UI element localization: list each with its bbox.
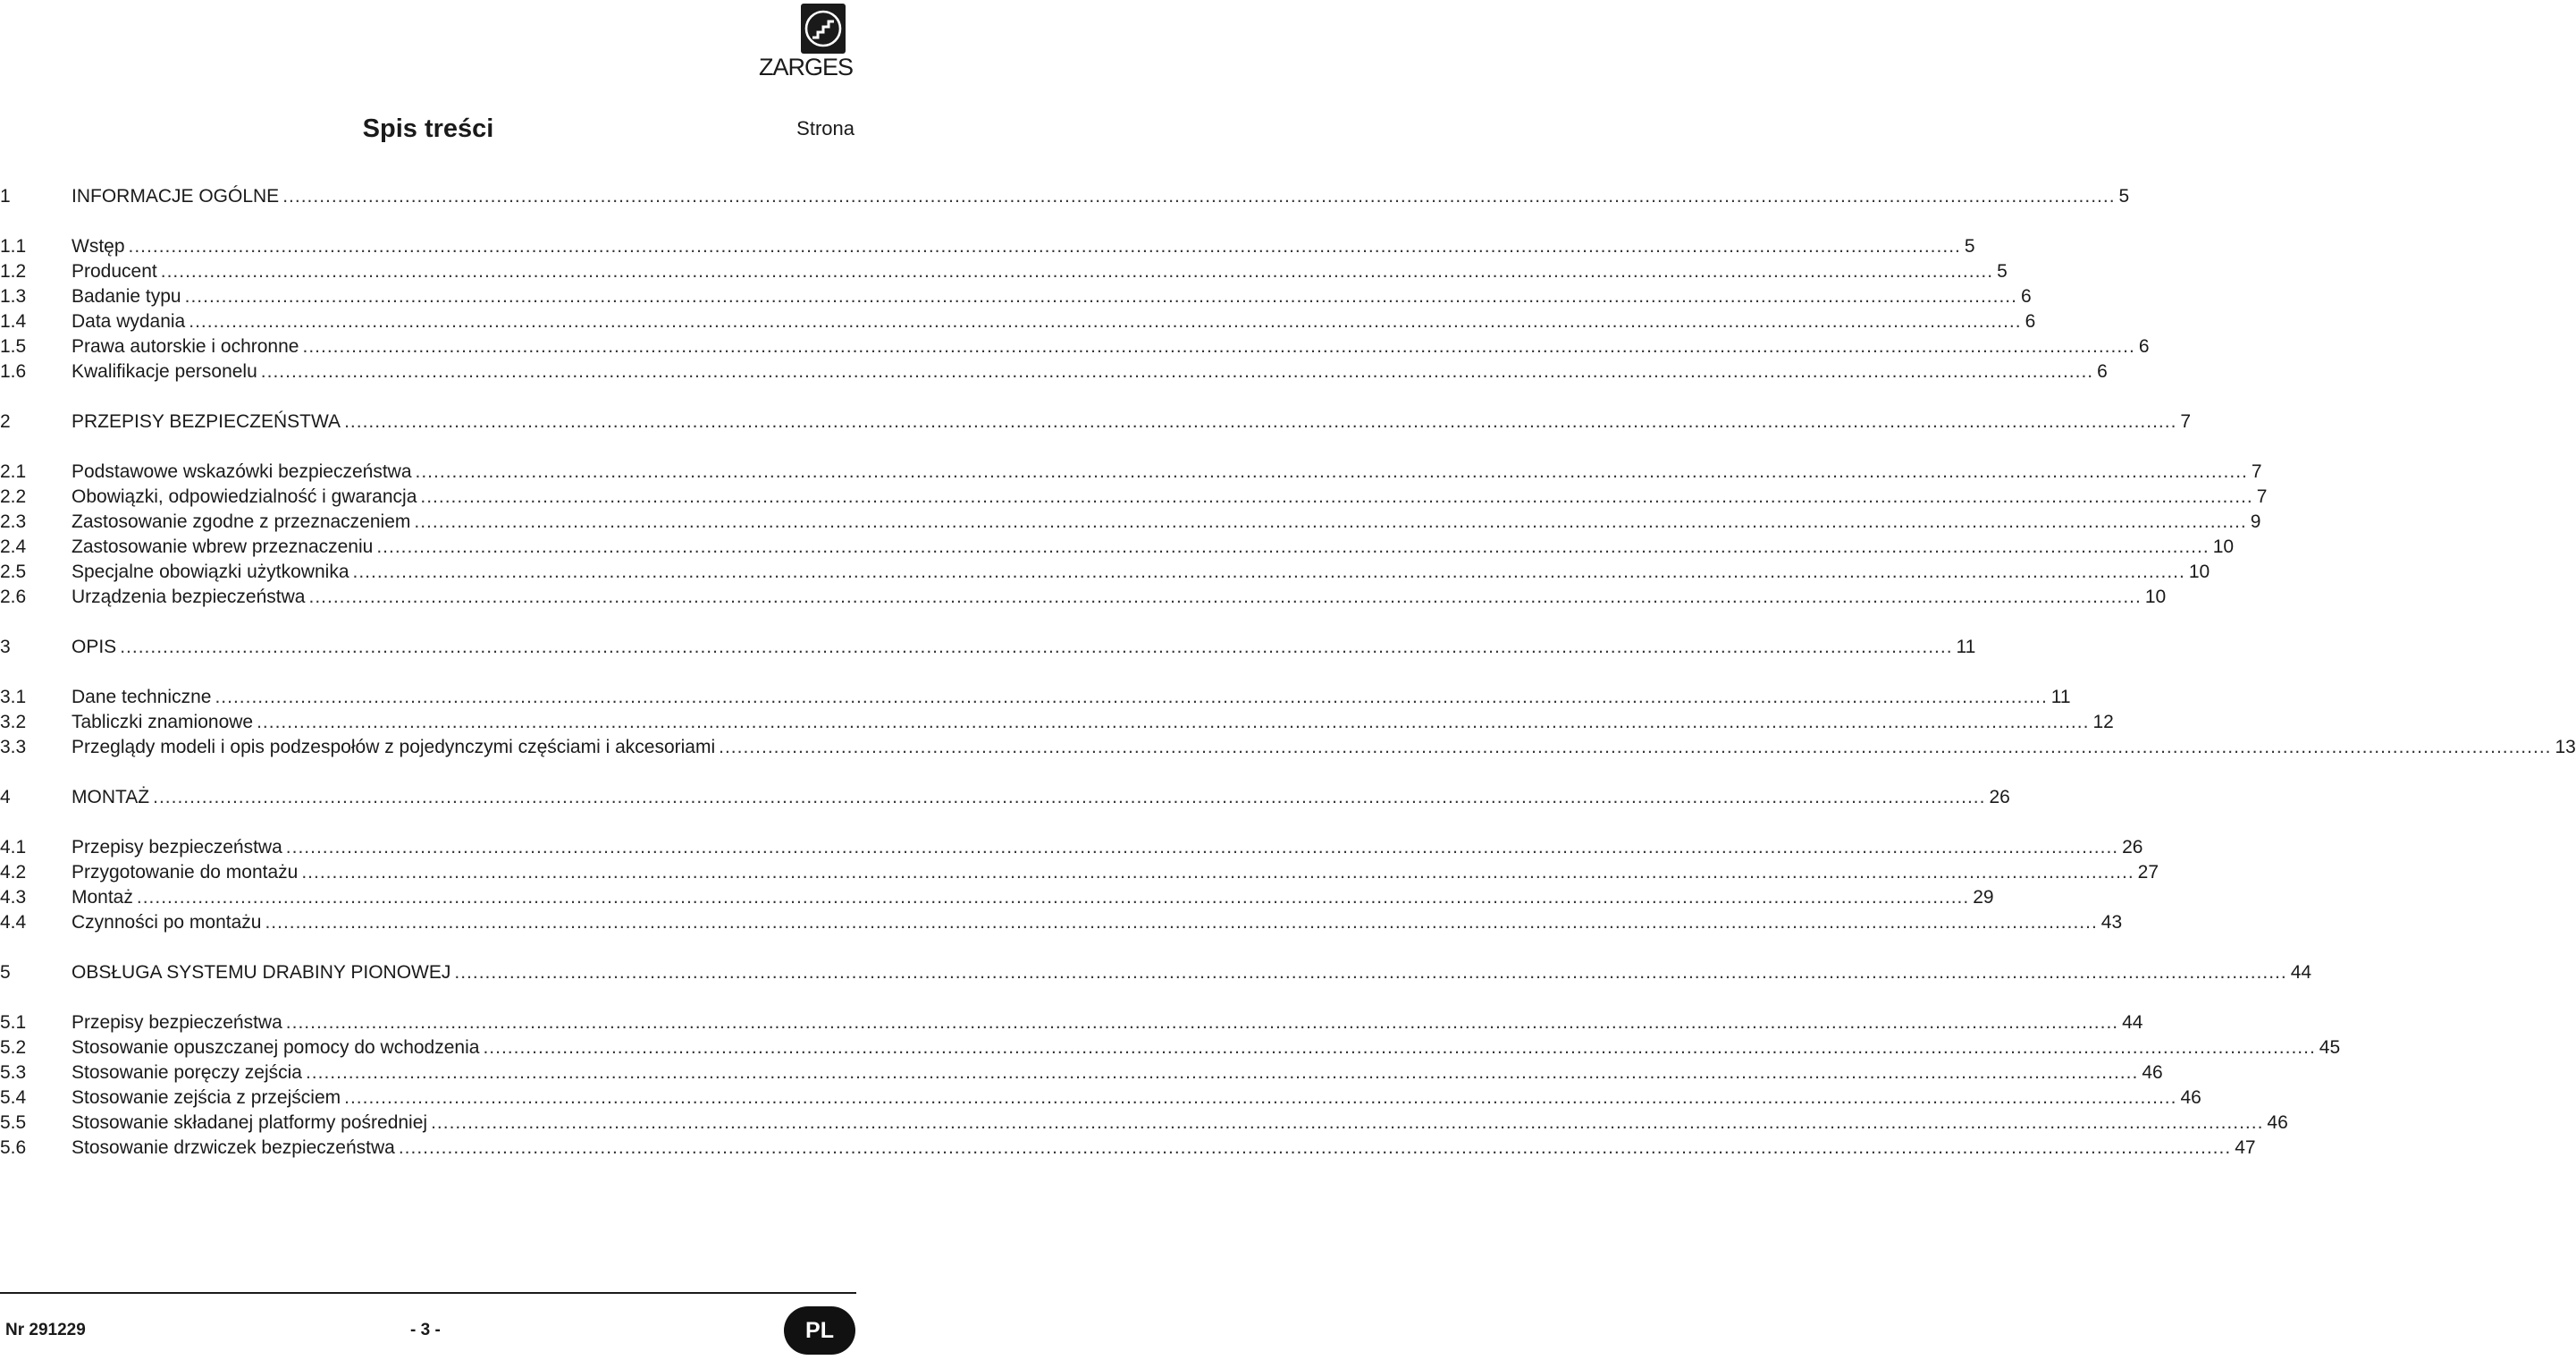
toc-entry-number: 2.2	[0, 486, 27, 507]
toc-entry[interactable]	[0, 309, 2036, 334]
toc-dot-leader: ............................................................................................................................................................................................................................................................................................................	[257, 712, 2090, 732]
toc-entry[interactable]	[0, 710, 2114, 735]
toc-entry-title: Obowiązki, odpowiedzialność i gwarancja	[72, 486, 417, 507]
toc-entry-page: 10	[2212, 536, 2235, 557]
toc-entry-title: Stosowanie opuszczanej pomocy do wchodzenia	[72, 1037, 480, 1058]
toc-entry-title: Podstawowe wskazówki bezpieczeństwa	[72, 461, 412, 482]
toc-entry-number: 2.4	[0, 536, 27, 557]
toc-dot-leader: ............................................................................................................................................................................................................................................................................................................	[719, 737, 2552, 757]
toc-entry[interactable]	[0, 960, 2312, 985]
toc-dot-leader: ............................................................................................................................................................................................................................................................................................................	[344, 411, 2177, 432]
toc-entry[interactable]	[0, 1085, 2201, 1111]
toc-entry[interactable]	[0, 359, 2108, 384]
toc-entry-page: 7	[2251, 461, 2262, 482]
toc-entry[interactable]	[0, 910, 2123, 935]
toc-entry-number: 4.3	[0, 887, 27, 908]
toc-entry-page: 10	[2188, 562, 2210, 582]
toc-entry-page: 44	[2122, 1012, 2143, 1033]
toc-entry-number: 1.1	[0, 236, 27, 257]
toc-dot-leader: ............................................................................................................................................................................................................................................................................................................	[308, 587, 2142, 607]
toc-entry-page: 9	[2250, 511, 2261, 532]
toc-entry-page: 29	[1973, 887, 1994, 908]
toc-entry-title: Stosowanie poręczy zejścia	[72, 1062, 302, 1083]
toc-entry-page: 7	[2256, 486, 2268, 507]
toc-dot-leader: ............................................................................................................................................................................................................................................................................................................	[414, 511, 2247, 532]
toc-dot-leader: ............................................................................................................................................................................................................................................................................................................	[184, 286, 2017, 307]
toc-dot-leader: ............................................................................................................................................................................................................................................................................................................	[344, 1087, 2177, 1108]
page-title: Spis treści	[362, 114, 494, 143]
toc-entry-number: 3	[0, 637, 11, 657]
toc-entry-page: 11	[1956, 637, 1976, 657]
toc-entry-title: Montaż	[72, 887, 133, 908]
toc-dot-leader: ............................................................................................................................................................................................................................................................................................................	[153, 787, 1986, 807]
toc-entry-page: 12	[2092, 712, 2114, 732]
toc-entry-title: Prawa autorskie i ochronne	[72, 336, 299, 357]
toc-dot-leader: ............................................................................................................................................................................................................................................................................................................	[431, 1112, 2264, 1133]
toc-entry-number: 5.4	[0, 1087, 27, 1108]
toc-entry[interactable]	[0, 184, 2130, 209]
toc-entry-number: 1.4	[0, 311, 27, 332]
toc-entry-page: 43	[2100, 912, 2123, 933]
toc-entry-title: Stosowanie zejścia z przejściem	[72, 1087, 341, 1108]
document-number: Nr 291229	[5, 1321, 86, 1339]
toc-dot-leader: ............................................................................................................................................................................................................................................................................................................	[215, 687, 2048, 707]
language-badge: PL	[784, 1306, 855, 1355]
toc-dot-leader: ............................................................................................................................................................................................................................................................................................................	[302, 336, 2135, 357]
footer-divider	[0, 1292, 856, 1294]
toc-entry-page: 7	[2180, 411, 2192, 432]
toc-entry-page: 6	[2097, 361, 2108, 382]
toc-entry-page: 6	[2138, 336, 2150, 357]
toc-entry-title: OPIS	[72, 637, 117, 657]
toc-entry-number: 1.6	[0, 361, 27, 382]
toc-entry[interactable]	[0, 885, 1994, 910]
toc-entry[interactable]	[0, 535, 2235, 560]
toc-entry-number: 5	[0, 962, 11, 983]
toc-entry-number: 4	[0, 787, 11, 807]
toc-dot-leader: ............................................................................................................................................................................................................................................................................................................	[398, 1137, 2232, 1158]
toc-entry-page: 5	[1997, 261, 2008, 282]
toc-entry-number: 5.6	[0, 1137, 27, 1158]
toc-entry-title: Przepisy bezpieczeństwa	[72, 1012, 282, 1033]
toc-entry-number: 2.5	[0, 562, 27, 582]
toc-entry[interactable]	[0, 1136, 2256, 1161]
toc-entry-title: Stosowanie drzwiczek bezpieczeństwa	[72, 1137, 395, 1158]
toc-entry-page: 13	[2555, 737, 2576, 757]
toc-entry[interactable]	[0, 1111, 2288, 1136]
toc-entry[interactable]	[0, 334, 2150, 359]
toc-entry[interactable]	[0, 1035, 2341, 1060]
toc-entry[interactable]	[0, 835, 2143, 860]
toc-entry-page: 46	[2267, 1112, 2288, 1133]
toc-entry-page: 46	[2180, 1087, 2201, 1108]
toc-entry-number: 2.1	[0, 461, 27, 482]
toc-entry-number: 1.5	[0, 336, 27, 357]
toc-entry-number: 3.3	[0, 737, 27, 757]
toc-entry-title: Zastosowanie wbrew przeznaczeniu	[72, 536, 374, 557]
toc-entry-number: 5.5	[0, 1112, 27, 1133]
toc-entry-number: 1	[0, 186, 11, 207]
toc-entry[interactable]	[0, 410, 2192, 435]
toc-entry-page: 46	[2142, 1062, 2163, 1083]
toc-entry-title: Data wydania	[72, 311, 186, 332]
toc-entry-title: Dane techniczne	[72, 687, 212, 707]
toc-entry[interactable]	[0, 860, 2159, 885]
toc-entry[interactable]	[0, 1060, 2163, 1085]
toc-entry-page: 5	[1964, 236, 1975, 257]
toc-entry-page: 45	[2319, 1037, 2341, 1058]
toc-entry[interactable]	[0, 785, 2010, 810]
toc-entry[interactable]	[0, 685, 2071, 710]
toc-entry-page: 47	[2235, 1137, 2256, 1158]
toc-entry-number: 3.2	[0, 712, 27, 732]
toc-dot-leader: ............................................................................................................................................................................................................................................................................................................	[301, 862, 2134, 883]
toc-entry-page: 6	[2025, 311, 2036, 332]
toc-entry-title: Wstęp	[72, 236, 125, 257]
toc-entry-title: Zastosowanie zgodne z przeznaczeniem	[72, 511, 411, 532]
toc-entry-page: 11	[2050, 687, 2071, 707]
toc-dot-leader: ............................................................................................................................................................................................................................................................................................................	[420, 486, 2253, 507]
toc-dot-leader: ............................................................................................................................................................................................................................................................................................................	[352, 562, 2185, 582]
toc-dot-leader: ............................................................................................................................................................................................................................................................................................................	[285, 1012, 2119, 1033]
toc-entry[interactable]	[0, 485, 2268, 510]
toc-entry-number: 5.3	[0, 1062, 27, 1083]
page-number: - 3 -	[410, 1321, 441, 1339]
toc-dot-leader: ............................................................................................................................................................................................................................................................................................................	[136, 887, 1970, 908]
page-column-label: Strona	[796, 117, 854, 139]
toc-dot-leader: ............................................................................................................................................................................................................................................................................................................	[376, 536, 2210, 557]
toc-dot-leader: ............................................................................................................................................................................................................................................................................................................	[189, 311, 2022, 332]
toc-entry-title: Producent	[72, 261, 157, 282]
toc-entry[interactable]	[0, 259, 2008, 284]
toc-entry[interactable]	[0, 460, 2262, 485]
toc-dot-leader: ............................................................................................................................................................................................................................................................................................................	[483, 1037, 2316, 1058]
toc-dot-leader: ............................................................................................................................................................................................................................................................................................................	[128, 236, 1961, 257]
toc-entry-title: Badanie typu	[72, 286, 181, 307]
toc-entry-number: 3.1	[0, 687, 27, 707]
toc-entry[interactable]	[0, 735, 2576, 760]
toc-entry-page: 10	[2144, 587, 2167, 607]
toc-entry-page: 26	[2122, 837, 2143, 857]
toc-entry-number: 1.3	[0, 286, 27, 307]
toc-dot-leader: ............................................................................................................................................................................................................................................................................................................	[415, 461, 2248, 482]
toc-entry-number: 4.1	[0, 837, 27, 857]
stairs-logo-icon	[801, 4, 846, 54]
toc-entry[interactable]	[0, 560, 2210, 585]
toc-entry-title: Przeglądy modeli i opis podzespołów z pojedynczymi częściami i akcesoriami	[72, 737, 716, 757]
toc-entry[interactable]	[0, 510, 2261, 535]
toc-dot-leader: ............................................................................................................................................................................................................................................................................................................	[285, 837, 2119, 857]
toc-entry-page: 26	[1989, 787, 2010, 807]
toc-entry-title: Kwalifikacje personelu	[72, 361, 257, 382]
toc-entry-number: 1.2	[0, 261, 27, 282]
toc-entry[interactable]	[0, 284, 2032, 309]
toc-entry-page: 27	[2137, 862, 2159, 883]
toc-entry[interactable]	[0, 234, 1975, 259]
toc-entry-title: Urządzenia bezpieczeństwa	[72, 587, 306, 607]
toc-entry-title: Stosowanie składanej platformy pośredniej	[72, 1112, 428, 1133]
toc-dot-leader: ............................................................................................................................................................................................................................................................................................................	[160, 261, 1994, 282]
toc-entry[interactable]	[0, 585, 2167, 610]
toc-entry-number: 5.1	[0, 1012, 27, 1033]
brand-name: ZARGES	[758, 54, 853, 80]
toc-dot-leader: ............................................................................................................................................................................................................................................................................................................	[265, 912, 2098, 933]
toc-dot-leader: ............................................................................................................................................................................................................................................................................................................	[282, 186, 2116, 207]
toc-entry-number: 5.2	[0, 1037, 27, 1058]
toc-entry[interactable]	[0, 1010, 2143, 1035]
toc-dot-leader: ............................................................................................................................................................................................................................................................................................................	[454, 962, 2287, 983]
toc-entry-title: Przygotowanie do montażu	[72, 862, 299, 883]
toc-entry-title: MONTAŻ	[72, 787, 150, 807]
brand-logo	[745, 4, 853, 80]
toc-entry-page: 6	[2020, 286, 2032, 307]
toc-entry-number: 2.3	[0, 511, 27, 532]
toc-entry-title: Specjalne obowiązki użytkownika	[72, 562, 349, 582]
toc-entry-title: Przepisy bezpieczeństwa	[72, 837, 282, 857]
toc-entry-title: INFORMACJE OGÓLNE	[72, 186, 280, 207]
toc-entry-title: PRZEPISY BEZPIECZEŃSTWA	[72, 411, 341, 432]
toc-entry-page: 5	[2118, 186, 2130, 207]
toc-entry-number: 4.4	[0, 912, 27, 933]
toc-entry-number: 2.6	[0, 587, 27, 607]
toc-entry-title: Czynności po montażu	[72, 912, 262, 933]
toc-entry-title: OBSŁUGA SYSTEMU DRABINY PIONOWEJ	[72, 962, 451, 983]
toc-dot-leader: ............................................................................................................................................................................................................................................................................................................	[305, 1062, 2139, 1083]
toc-entry-page: 44	[2290, 962, 2312, 983]
toc-entry[interactable]	[0, 635, 1976, 660]
toc-dot-leader: ............................................................................................................................................................................................................................................................................................................	[260, 361, 2094, 382]
toc-entry-number: 4.2	[0, 862, 27, 883]
toc-entry-number: 2	[0, 411, 11, 432]
toc-entry-title: Tabliczki znamionowe	[72, 712, 254, 732]
toc-dot-leader: ............................................................................................................................................................................................................................................................................................................	[120, 637, 1953, 657]
